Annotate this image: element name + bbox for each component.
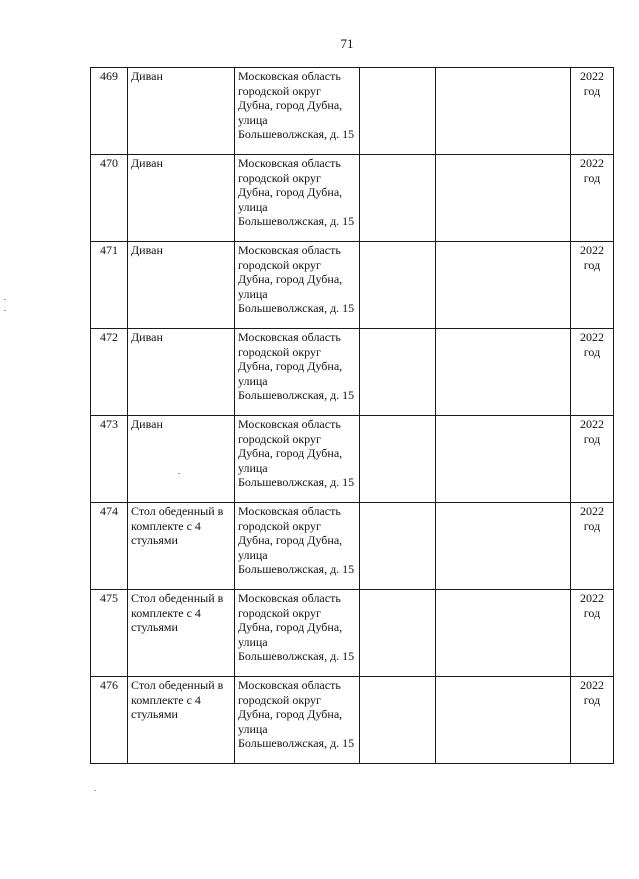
- scan-mark: [94, 790, 96, 791]
- year-cell: 2022 год: [571, 416, 614, 503]
- scan-mark: [178, 473, 180, 474]
- empty-cell: [360, 155, 436, 242]
- address-cell: Московская область городской округ Дубна, город Дубна, улица Большеволжская, д. 15: [235, 590, 360, 677]
- address-cell: Московская область городской округ Дубна, город Дубна, улица Большеволжская, д. 15: [235, 242, 360, 329]
- empty-cell: [436, 503, 571, 590]
- year-cell: 2022 год: [571, 68, 614, 155]
- empty-cell: [360, 677, 436, 764]
- empty-cell: [360, 503, 436, 590]
- year-cell: 2022 год: [571, 155, 614, 242]
- address-cell: Московская область городской округ Дубна, город Дубна, улица Большеволжская, д. 15: [235, 503, 360, 590]
- table-row: [91, 155, 614, 242]
- empty-cell: [360, 416, 436, 503]
- table-row: [91, 590, 614, 677]
- table-row: [91, 68, 614, 155]
- table-body: [91, 68, 614, 764]
- row-number-cell: 469: [91, 68, 128, 155]
- year-cell: 2022 год: [571, 503, 614, 590]
- row-number-cell: 475: [91, 590, 128, 677]
- item-name-cell: Диван: [128, 68, 235, 155]
- table-row: [91, 242, 614, 329]
- empty-cell: [436, 329, 571, 416]
- page-number: 71: [340, 36, 354, 51]
- empty-cell: [360, 242, 436, 329]
- row-number-cell: 470: [91, 155, 128, 242]
- empty-cell: [360, 590, 436, 677]
- row-number-cell: 472: [91, 329, 128, 416]
- row-number-cell: 471: [91, 242, 128, 329]
- address-cell: Московская область городской округ Дубна, город Дубна, улица Большеволжская, д. 15: [235, 155, 360, 242]
- empty-cell: [360, 68, 436, 155]
- row-number-cell: 474: [91, 503, 128, 590]
- item-name-cell: Диван: [128, 242, 235, 329]
- address-cell: Московская область городской округ Дубна, город Дубна, улица Большеволжская, д. 15: [235, 68, 360, 155]
- empty-cell: [436, 590, 571, 677]
- empty-cell: [436, 155, 571, 242]
- year-cell: 2022 год: [571, 677, 614, 764]
- item-name-cell: Диван: [128, 155, 235, 242]
- table-row: [91, 503, 614, 590]
- address-cell: Московская область городской округ Дубна, город Дубна, улица Большеволжская, д. 15: [235, 329, 360, 416]
- year-cell: 2022 год: [571, 242, 614, 329]
- empty-cell: [436, 677, 571, 764]
- empty-cell: [360, 329, 436, 416]
- empty-cell: [436, 416, 571, 503]
- item-name-cell: Стол обеденный в комплекте с 4 стульями: [128, 590, 235, 677]
- row-number-cell: 476: [91, 677, 128, 764]
- scan-mark: [4, 299, 6, 300]
- year-cell: 2022 год: [571, 329, 614, 416]
- table-row: [91, 329, 614, 416]
- row-number-cell: 473: [91, 416, 128, 503]
- year-cell: 2022 год: [571, 590, 614, 677]
- empty-cell: [436, 242, 571, 329]
- inventory-table: [90, 67, 614, 764]
- address-cell: Московская область городской округ Дубна, город Дубна, улица Большеволжская, д. 15: [235, 416, 360, 503]
- table-row: [91, 677, 614, 764]
- item-name-cell: Стол обеденный в комплекте с 4 стульями: [128, 503, 235, 590]
- scan-mark: [4, 310, 6, 311]
- empty-cell: [436, 68, 571, 155]
- table-row: [91, 416, 614, 503]
- item-name-cell: Диван: [128, 329, 235, 416]
- item-name-cell: Стол обеденный в комплекте с 4 стульями: [128, 677, 235, 764]
- address-cell: Московская область городской округ Дубна, город Дубна, улица Большеволжская, д. 15: [235, 677, 360, 764]
- item-name-cell: Диван: [128, 416, 235, 503]
